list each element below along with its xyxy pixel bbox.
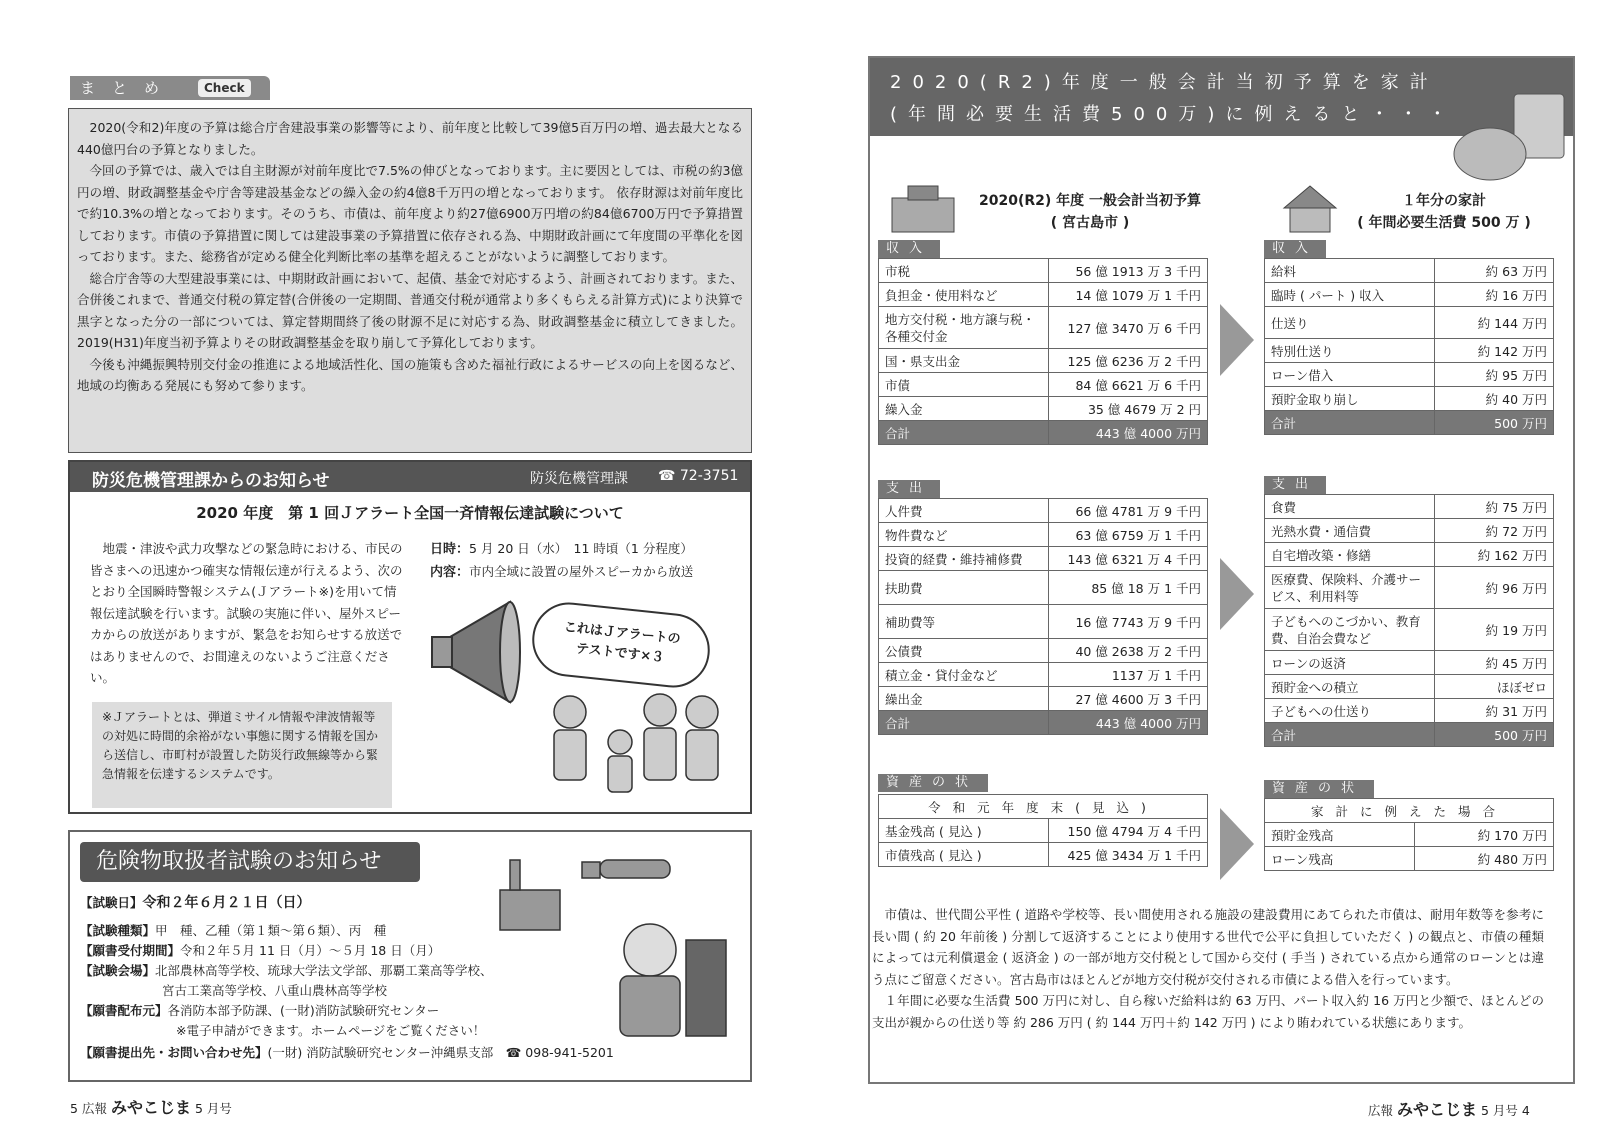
row-item: 公債費 xyxy=(879,639,1049,663)
content-value: 市内全域に設置の屋外スピーカから放送 xyxy=(469,563,694,579)
row-item: 国・県支出金 xyxy=(879,349,1049,373)
home-title-line: ( 年間必要生活費 500 万 ) xyxy=(1357,215,1531,231)
row-value: 84 億 6621 万 6 千円 xyxy=(1049,373,1208,397)
table-row xyxy=(879,307,1208,349)
table-row xyxy=(1265,259,1554,283)
table-total-row xyxy=(1265,723,1554,747)
table-header-row xyxy=(1265,799,1554,823)
row-item: 物件費など xyxy=(879,523,1049,547)
jalert-note: ※Ｊアラートとは、弾道ミサイル情報や津波情報等の対処に時間的余裕がない事態に関する情報を国から送信し、市町村が設置した防災行政無線等から緊急情報を伝達するシステムです。 xyxy=(92,702,392,808)
city-income-label: 収入 xyxy=(878,240,940,258)
row-item: 仕送り xyxy=(1265,307,1435,339)
row-item: 合計 xyxy=(879,711,1049,735)
row-item: 光熱水費・通信費 xyxy=(1265,519,1435,543)
piggy-bank-calculator-icon xyxy=(1450,92,1570,188)
row-item: 繰入金 xyxy=(879,397,1049,421)
assets-header: 家計に例えた場合 xyxy=(1265,799,1554,823)
row-item: 人件費 xyxy=(879,499,1049,523)
row-item: 市債残高 ( 見込 ) xyxy=(879,843,1049,867)
row-item: 扶助費 xyxy=(879,571,1049,605)
hazmat-row xyxy=(80,922,386,940)
hazmat-row xyxy=(176,1022,485,1040)
table-row xyxy=(879,373,1208,397)
row-item: 負担金・使用料など xyxy=(879,283,1049,307)
table-row xyxy=(1265,651,1554,675)
footer-issue: 5 月号 xyxy=(194,1101,232,1116)
footer-issue: 5 月号 xyxy=(1481,1103,1518,1118)
row-item: 預貯金残高 xyxy=(1265,823,1415,847)
disaster-schedule xyxy=(430,538,693,583)
table-row xyxy=(1265,567,1554,609)
row-value: 66 億 4781 万 9 千円 xyxy=(1049,499,1208,523)
row-item: ローンの返済 xyxy=(1265,651,1435,675)
city-title-line: ( 宮古島市 ) xyxy=(1050,215,1130,231)
city-budget-title xyxy=(960,190,1220,234)
table-row xyxy=(1265,363,1554,387)
footer-prefix: 広報 xyxy=(1368,1103,1394,1118)
date-label: 日時： xyxy=(430,542,470,557)
row-item: 預貯金取り崩し xyxy=(1265,387,1435,411)
household-icon xyxy=(1280,184,1340,234)
table-row xyxy=(879,843,1208,867)
arrow-right-icon xyxy=(1220,304,1254,376)
row-value: 約 75 万円 xyxy=(1435,495,1554,519)
row-value: 425 億 3434 万 1 千円 xyxy=(1049,843,1208,867)
bubble-line: これはＪアラートの xyxy=(563,619,682,648)
hazmat-row-value: (一財) 消防試験研究センター沖縄県支部 ☎ 098-941-5201 xyxy=(267,1045,614,1060)
home-expense-table xyxy=(1264,494,1554,747)
row-item: 補助費等 xyxy=(879,605,1049,639)
hazmat-row-value: ※電子申請ができます。ホームページをご覧ください！ xyxy=(176,1023,486,1038)
table-row xyxy=(1265,387,1554,411)
table-row xyxy=(1265,283,1554,307)
row-item: 預貯金への積立 xyxy=(1265,675,1435,699)
city-title-line: 2020(R2) 年度 一般会計当初予算 xyxy=(978,193,1202,209)
table-row xyxy=(879,259,1208,283)
row-value: 127 億 3470 万 6 千円 xyxy=(1049,307,1208,349)
table-header-row xyxy=(879,795,1208,819)
table-row xyxy=(1265,609,1554,651)
table-row xyxy=(1265,847,1554,871)
hazmat-notice xyxy=(68,830,752,1082)
bubble-line: テストです×３ xyxy=(575,641,665,666)
table-row xyxy=(879,819,1208,843)
summary-box xyxy=(68,108,752,453)
explanation-paragraph: 市債は、世代間公平性 ( 道路や学校等、長い間使用される施設の建設費用にあてられた市債は、耐用年数等を参考に長い間 ( 約 20 年前後 ) 分割して返済することにより使用する世代で公平に負担していただく ) の観点と、市債の種類によっては元利償還金 ( 返済金 ) の一部が地方交付税として国から交付 ( 手当 ) されている点から通常のローンとは違う点にご留意ください。宮古島市はほとんどが地方交付税が交付される市債による借入を行っています。 xyxy=(872,907,1544,987)
row-item: 給料 xyxy=(1265,259,1435,283)
summary-paragraph: 今回の予算では、歳入では自主財源が対前年度比で7.5%の伸びとなっております。主に要因としては、市税の約3億円の増、財政調整基金や庁舎等建設基金などの繰入金の約4億8千万円の増となっております。 依存財源は対前年度比で約10.3%の増となっております。そのうち、市債は、前年度より約27億6900万円増の約84億6700万円で予算措置しております。市債の予算措置に関しては建設事業の予算措置に依存される為、中期財政計画にて年度間の平準化を図っております。また、総務省が定める健全化判断比率の基準を超えることがないように調整しております。 xyxy=(77,163,743,264)
factory-and-worker-illustration xyxy=(490,850,740,1040)
row-value: 約 142 万円 xyxy=(1435,339,1554,363)
row-value: ほぼゼロ xyxy=(1435,675,1554,699)
table-total-row xyxy=(879,711,1208,735)
hazmat-row xyxy=(80,962,493,980)
footer-right xyxy=(1368,1097,1530,1120)
budget-header-line: (年間必要生活費500万)に例えると・・・ xyxy=(890,104,1458,125)
row-value: 27 億 4600 万 3 千円 xyxy=(1049,687,1208,711)
footer-page: 4 xyxy=(1521,1103,1530,1118)
table-row xyxy=(1265,495,1554,519)
evacuating-people-illustration xyxy=(530,682,730,812)
home-income-table xyxy=(1264,258,1554,435)
hazmat-row xyxy=(80,1002,439,1020)
row-value: 443 億 4000 万円 xyxy=(1049,421,1208,445)
table-row xyxy=(1265,519,1554,543)
row-value: 約 96 万円 xyxy=(1435,567,1554,609)
row-item: 市債 xyxy=(879,373,1049,397)
row-item: 子どもへのこづかい、教育費、自治会費など xyxy=(1265,609,1435,651)
home-assets-label: 資産の状況 xyxy=(1264,780,1374,798)
hazmat-row xyxy=(80,1044,614,1062)
disaster-body-text: 地震・津波や武力攻撃などの緊急時における、市民の皆さまへの迅速かつ確実な情報伝達が行えるよう、次のとおり全国瞬時警報システム(Ｊアラート※)を用いて情報伝達試験を行います。試験の実施に伴い、屋外スピーカからの放送がありますが、緊急をお知らせする放送ではありませんので、お間違えのないようご注意ください。 xyxy=(90,541,403,685)
city-assets-label: 資産の状況 xyxy=(878,774,988,792)
row-value: 約 63 万円 xyxy=(1435,259,1554,283)
table-row xyxy=(879,639,1208,663)
hazmat-row-label: 【願書配布元】 xyxy=(80,1003,168,1018)
row-item: 合計 xyxy=(1265,411,1435,435)
summary-paragraph: 総合庁舎等の大型建設事業には、中期財政計画において、起債、基金で対応するよう、計画されております。また、合併後これまで、普通交付税の算定替(合併後の一定期間、普通交付税が通常より多くもらえる計算方式)により決算で黒字となった分の一部については、算定替期間終了後の財源不足に対応する為、財政調整基金に積立してきました。 2019(H31)年度当初予算よりその財政調整基金を取り崩して予算化しております。 xyxy=(77,270,743,350)
hazmat-row-value: 各消防本部予防課、(一財)消防試験研究センター xyxy=(167,1003,440,1018)
disaster-notice xyxy=(68,460,752,814)
hazmat-row-label: 【試験種類】 xyxy=(80,923,156,938)
row-value: 約 480 万円 xyxy=(1415,847,1554,871)
summary-tab-label: まとめ xyxy=(80,79,177,97)
table-row xyxy=(879,687,1208,711)
table-row xyxy=(1265,307,1554,339)
row-item: 市税 xyxy=(879,259,1049,283)
disaster-dept: 防災危機管理課 xyxy=(530,471,628,487)
row-value: 443 億 4000 万円 xyxy=(1049,711,1208,735)
footer-left xyxy=(70,1095,232,1118)
summary-paragraph: 今後も沖縄振興特別交付金の推進による地域活性化、国の施策も含めた福祉行政によるサービスの向上を図るなど、地域の均衡ある発展にも努めて参ります。 xyxy=(77,356,743,393)
row-value: 約 170 万円 xyxy=(1415,823,1554,847)
table-row xyxy=(879,397,1208,421)
table-row xyxy=(1265,675,1554,699)
table-row xyxy=(1265,699,1554,723)
home-expense-label: 支出 xyxy=(1264,476,1326,494)
megaphone-icon xyxy=(420,592,530,712)
row-value: 56 億 1913 万 3 千円 xyxy=(1049,259,1208,283)
speech-bubble xyxy=(529,599,714,691)
row-value: 約 19 万円 xyxy=(1435,609,1554,651)
row-value: 35 億 4679 万 2 円 xyxy=(1049,397,1208,421)
hazmat-row-value: 宮古工業高等学校、八重山農林高等学校 xyxy=(162,983,388,998)
explanation-paragraph: １年間に必要な生活費 500 万円に対し、自ら稼いだ給料は約 63 万円、パート収入約 16 万円と少額で、ほとんどの支出が親からの仕送り等 約 286 万円 ( 約 144 万円＋約 142 万円 ) により賄われている状態にあります。 xyxy=(872,993,1544,1030)
city-assets-table xyxy=(878,794,1208,867)
table-row xyxy=(1265,823,1554,847)
row-value: 150 億 4794 万 4 千円 xyxy=(1049,819,1208,843)
budget-header-line: 2020(R2)年度一般会計当初予算を家計 xyxy=(890,72,1439,93)
table-total-row xyxy=(879,421,1208,445)
row-item: 地方交付税・地方譲与税・各種交付金 xyxy=(879,307,1049,349)
table-row xyxy=(1265,339,1554,363)
hazmat-row-value: 令和２年６月２１日（日） xyxy=(142,895,311,911)
table-row xyxy=(879,499,1208,523)
row-value: 143 億 6321 万 4 千円 xyxy=(1049,547,1208,571)
home-budget-title xyxy=(1344,190,1544,234)
home-title-line: １年分の家計 xyxy=(1402,193,1486,209)
row-item: 医療費、保険料、介護サービス、利用料等 xyxy=(1265,567,1435,609)
row-value: 約 31 万円 xyxy=(1435,699,1554,723)
table-row xyxy=(879,663,1208,687)
hazmat-row-label: 【試験日】 xyxy=(80,895,143,910)
budget-explanation xyxy=(872,904,1544,1033)
table-row xyxy=(879,547,1208,571)
disaster-tel: ☎ 72-3751 xyxy=(658,468,739,484)
table-row xyxy=(879,571,1208,605)
row-value: 約 40 万円 xyxy=(1435,387,1554,411)
row-item: 食費 xyxy=(1265,495,1435,519)
row-value: 500 万円 xyxy=(1435,411,1554,435)
disaster-body xyxy=(90,538,408,689)
footer-brand: みやこじま xyxy=(1397,1100,1478,1119)
summary-tab xyxy=(70,76,270,100)
hazmat-row-value: 甲 種、乙種（第１類～第６類）、丙 種 xyxy=(155,923,387,938)
hazmat-row xyxy=(80,894,311,912)
hazmat-row-label: 【願書提出先・お問い合わせ先】 xyxy=(80,1045,268,1060)
row-value: 14 億 1079 万 1 千円 xyxy=(1049,283,1208,307)
table-row xyxy=(879,283,1208,307)
table-row xyxy=(879,349,1208,373)
content-label: 内容： xyxy=(430,564,470,580)
footer-prefix: 広報 xyxy=(81,1101,107,1116)
hazmat-row-label: 【試験会場】 xyxy=(80,963,156,978)
row-item: 特別仕送り xyxy=(1265,339,1435,363)
row-item: 合計 xyxy=(1265,723,1435,747)
city-expense-table xyxy=(878,498,1208,735)
row-item: 投資的経費・維持補修費 xyxy=(879,547,1049,571)
footer-brand: みやこじま xyxy=(110,1098,191,1117)
row-item: 子どもへの仕送り xyxy=(1265,699,1435,723)
row-item: 基金残高 ( 見込 ) xyxy=(879,819,1049,843)
row-item: ローン借入 xyxy=(1265,363,1435,387)
hazmat-row xyxy=(162,982,387,1000)
date-value: 5 月 20 日（水） 11 時頃（1 分程度） xyxy=(469,541,693,556)
row-value: 約 16 万円 xyxy=(1435,283,1554,307)
row-value: 63 億 6759 万 1 千円 xyxy=(1049,523,1208,547)
row-item: 臨時 ( パート ) 収入 xyxy=(1265,283,1435,307)
row-value: 1137 万 1 千円 xyxy=(1049,663,1208,687)
summary-paragraph: 2020(令和2)年度の予算は総合庁舎建設事業の影響等により、前年度と比較して39億5百万円の増、過去最大となる440億円台の予算となりました。 xyxy=(77,120,743,157)
row-value: 約 45 万円 xyxy=(1435,651,1554,675)
row-value: 85 億 18 万 1 千円 xyxy=(1049,571,1208,605)
table-total-row xyxy=(1265,411,1554,435)
city-hall-icon xyxy=(888,184,958,234)
row-value: 約 72 万円 xyxy=(1435,519,1554,543)
row-value: 125 億 6236 万 2 千円 xyxy=(1049,349,1208,373)
hazmat-row xyxy=(80,942,440,960)
footer-page: 5 xyxy=(70,1101,78,1116)
row-item: 自宅増改築・修繕 xyxy=(1265,543,1435,567)
check-badge: Check xyxy=(198,79,251,97)
hazmat-row-value: 北部農林高等学校、琉球大学法文学部、那覇工業高等学校、 xyxy=(155,963,493,978)
home-assets-table xyxy=(1264,798,1554,871)
city-income-table xyxy=(878,258,1208,445)
row-value: 500 万円 xyxy=(1435,723,1554,747)
table-row xyxy=(879,523,1208,547)
row-item: 積立金・貸付金など xyxy=(879,663,1049,687)
row-value: 約 95 万円 xyxy=(1435,363,1554,387)
row-value: 16 億 7743 万 9 千円 xyxy=(1049,605,1208,639)
row-value: 約 162 万円 xyxy=(1435,543,1554,567)
hazmat-row-label: 【願書受付期間】 xyxy=(80,943,181,958)
hazmat-row-value: 令和２年５月 11 日（月）～５月 18 日（月） xyxy=(180,943,441,958)
row-value: 約 144 万円 xyxy=(1435,307,1554,339)
disaster-header xyxy=(70,462,750,492)
disaster-subtitle: 2020 年度 第 1 回Ｊアラート全国一斉情報伝達試験について xyxy=(196,504,624,522)
row-item: 合計 xyxy=(879,421,1049,445)
row-item: ローン残高 xyxy=(1265,847,1415,871)
city-expense-label: 支出 xyxy=(878,480,940,498)
table-row xyxy=(1265,543,1554,567)
arrow-right-icon xyxy=(1220,808,1254,880)
home-income-label: 収入 xyxy=(1264,240,1326,258)
arrow-right-icon xyxy=(1220,558,1254,630)
assets-header: 令和元年度末(見込) xyxy=(879,795,1208,819)
disaster-title: 防災危機管理課からのお知らせ xyxy=(92,471,330,491)
hazmat-title: 危険物取扱者試験のお知らせ xyxy=(80,842,420,882)
row-value: 40 億 2638 万 2 千円 xyxy=(1049,639,1208,663)
row-item: 繰出金 xyxy=(879,687,1049,711)
table-row xyxy=(879,605,1208,639)
